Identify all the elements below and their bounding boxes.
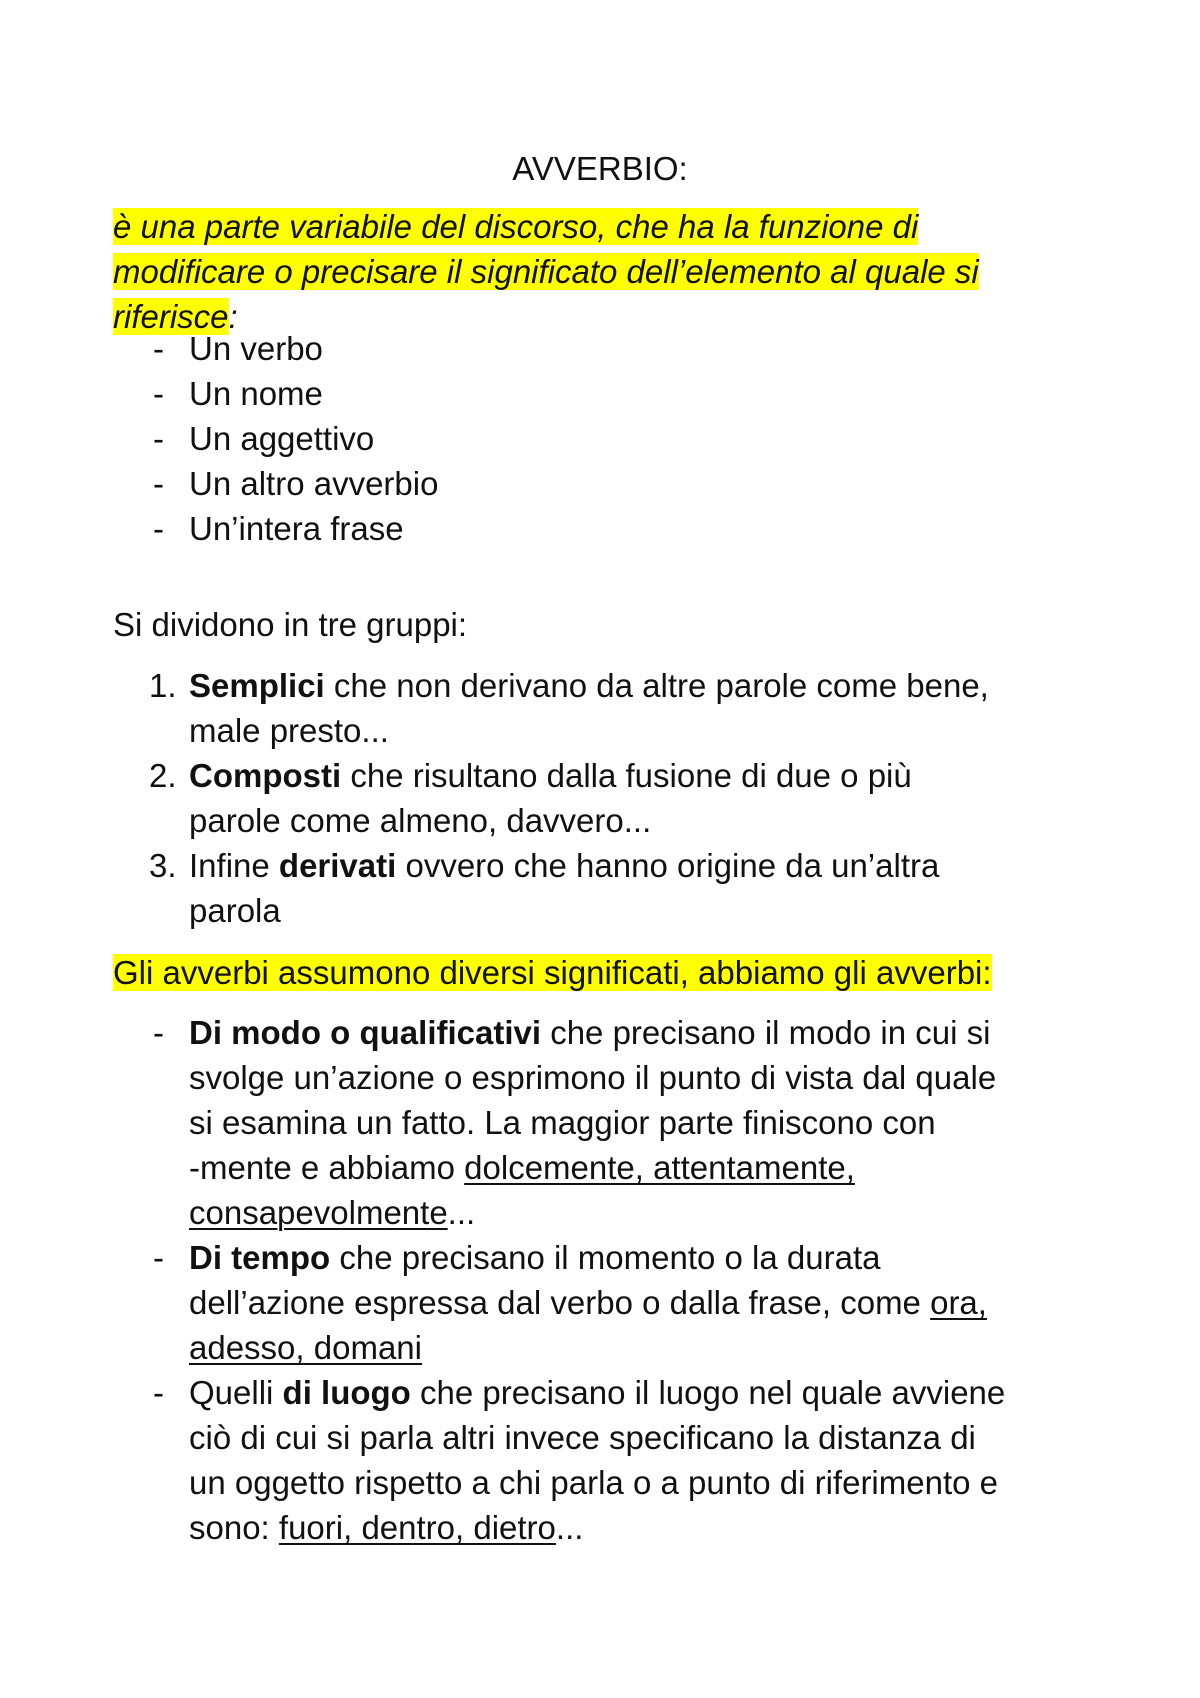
example-words: ora, [930,1284,987,1321]
group-number: 2. [149,757,177,794]
definition-paragraph [113,204,1103,339]
list-item: - Un verbo [113,326,1103,371]
definition-line-2: modificare o precisare il significato dell’elemento al quale si [113,253,979,290]
definition-line-1: è una parte variabile del discorso, che ha la funzione di [113,208,919,245]
meanings-list [113,1010,1103,1550]
group-term: Composti [189,757,342,794]
group-term: derivati [278,847,397,884]
meaning-item-modo: - Di modo o qualificativi che precisano il modo in cui si svolge un’azione o esprimono il punto di vista dal quale si esamina un fatto. La maggior parte finiscono con -mente e abbiamo dolcemente, attentamente, consapevolmente... [113,1010,1103,1235]
group-term: Semplici [189,667,325,704]
list-item: - Un’intera frase [113,506,1103,551]
modifies-list [113,326,1103,551]
definition-line-3: riferisce [113,298,229,335]
group-item-composti: 2. Composti che risultano dalla fusione di due o più parole come almeno, davvero... [113,753,1103,843]
group-number: 3. [149,847,177,884]
example-words: fuori, dentro, dietro [278,1509,556,1546]
example-words: adesso, domani [189,1329,422,1366]
meaning-item-tempo: - Di tempo che precisano il momento o la durata dell’azione espressa dal verbo o dalla frase, come ora, adesso, domani [113,1235,1103,1370]
groups-intro: Si dividono in tre gruppi: [113,606,468,643]
definition-colon: : [228,298,238,335]
group-number: 1. [149,667,177,704]
list-item: - Un aggettivo [113,416,1103,461]
list-item: - Un altro avverbio [113,461,1103,506]
example-words: consapevolmente [189,1194,448,1231]
meanings-intro: Gli avverbi assumono diversi significati, abbiamo gli avverbi: [113,954,992,991]
example-words: dolcemente, attentamente, [464,1149,855,1186]
page-title: AVVERBIO: [512,150,688,187]
group-item-derivati: 3. Infine derivati ovvero che hanno origine da un’altra parola [113,843,1103,933]
group-item-semplici: 1. Semplici che non derivano da altre parole come bene, male presto... [113,663,1103,753]
meaning-item-luogo: - Quelli di luogo che precisano il luogo nel quale avviene ciò di cui si parla altri invece specificano la distanza di un oggetto rispetto a chi parla o a punto di riferimento e sono: fuori, dentro, dietro... [113,1370,1103,1550]
list-item: - Un nome [113,371,1103,416]
groups-list [113,663,1103,933]
